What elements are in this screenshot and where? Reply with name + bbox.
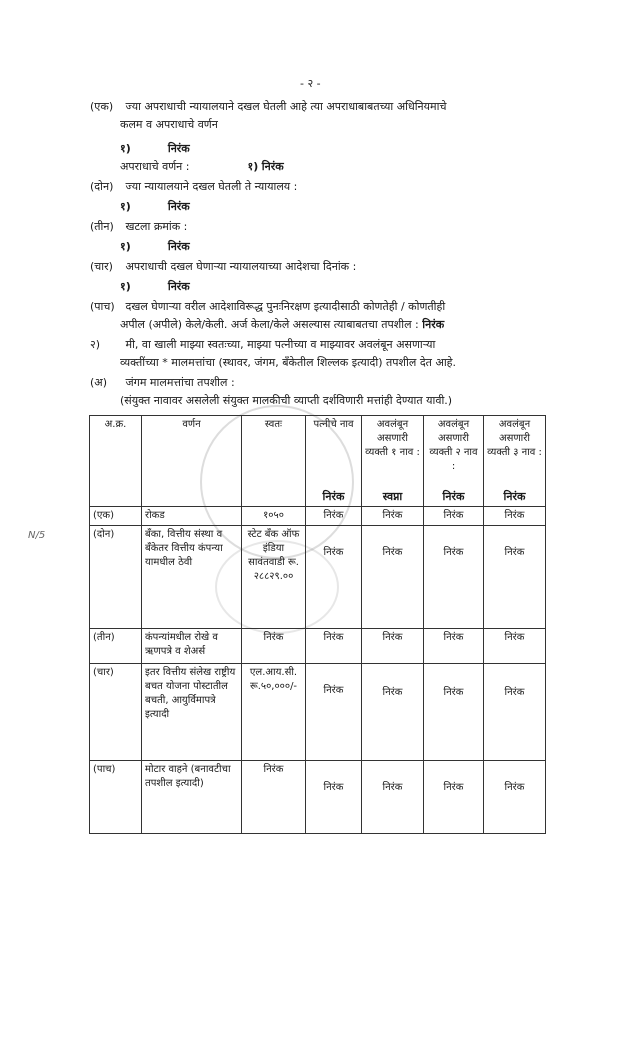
cell-wife: निरंक (306, 761, 362, 834)
header-dependent-1-value: स्वप्ना (382, 490, 403, 503)
section-teen-answer-text: निरंक (167, 240, 190, 253)
section-two (90, 336, 435, 353)
table-header-row (90, 416, 546, 507)
section-ek-description (120, 158, 284, 175)
page-number: - २ - (300, 77, 321, 90)
section-don (90, 178, 297, 195)
cell-num: (तीन) (90, 629, 142, 664)
cell-wife: निरंक (306, 526, 362, 629)
header-self (242, 416, 306, 507)
section-a-note: (संयुक्त नावावर असलेली संयुक्त मालकीची व्याप्ती दर्शविणारी मत्तांही देण्यात यावी.) (120, 394, 453, 407)
section-char-text: अपराधाची दखल घेणाऱ्या न्यायालयाच्या आदेशचा दिनांक : (125, 260, 357, 273)
section-a-label: (अ) (90, 376, 107, 389)
table-row (90, 629, 546, 664)
section-don-label: (दोन) (90, 180, 114, 193)
section-don-answer (120, 198, 190, 215)
cell-dependent-3: निरंक (484, 664, 546, 761)
section-ek-desc-answer: निरंक (261, 160, 284, 173)
cell-num: (एक) (90, 507, 142, 526)
header-description-text: वर्णन (182, 419, 201, 430)
header-wife (306, 416, 362, 507)
section-ek-desc-label: अपराधाचे वर्णन : (120, 160, 190, 173)
cell-self: स्टेट बँक ऑफ इंडिया सावंतवाडी रू. २८८२९.०० (242, 526, 306, 629)
table-row (90, 526, 546, 629)
section-pach (90, 298, 445, 315)
section-ek-answer (120, 140, 190, 157)
cell-dependent-2: निरंक (424, 664, 484, 761)
section-char-answer-text: निरंक (167, 280, 190, 293)
table-row (90, 507, 546, 526)
cell-dependent-2: निरंक (424, 507, 484, 526)
movable-assets-table (89, 415, 546, 834)
section-don-answer-text: निरंक (167, 200, 190, 213)
section-ek (90, 98, 446, 115)
section-char-label: (चार) (90, 260, 113, 273)
cell-wife: निरंक (306, 507, 362, 526)
cell-num: (पाच) (90, 761, 142, 834)
cell-dependent-3: निरंक (484, 526, 546, 629)
section-ek-answer-text: निरंक (167, 142, 190, 155)
section-teen-answer (120, 238, 190, 255)
cell-desc: बँका, वित्तीय संस्था व बँकेतर वित्तीय कंपन्या यामधील ठेवी (142, 526, 242, 629)
cell-dependent-2: निरंक (424, 761, 484, 834)
section-two-text-2: व्यक्तींच्या * मालमत्तांचा (स्थावर, जंगम, बँकेतील शिल्लक इत्यादी) तपशील देत आहे. (120, 356, 457, 369)
header-dependent-3-text: अवलंबून असणारी व्यक्ती ३ नाव : (487, 419, 542, 458)
cell-dependent-1: निरंक (362, 526, 424, 629)
section-two-label: २) (90, 338, 101, 351)
section-pach-text-2: अपील (अपीले) केले/केली. अर्ज केला/केले असल्यास त्याबाबतचा तपशील : (120, 318, 419, 331)
section-teen-answer-num: १) (120, 240, 131, 253)
section-char-answer-num: १) (120, 280, 131, 293)
header-dependent-2-value: निरंक (442, 490, 465, 503)
section-teen-text: खटला क्रमांक : (125, 220, 188, 233)
section-don-text: ज्या न्यायालयाने दखल घेतली ते न्यायालय : (125, 180, 298, 193)
cell-dependent-1: निरंक (362, 507, 424, 526)
header-dependent-2-text: अवलंबून असणारी व्यक्ती २ नाव : (429, 419, 478, 472)
section-ek-text-2: कलम व अपराधाचे वर्णन (120, 118, 218, 131)
section-pach-answer: निरंक (422, 318, 445, 331)
header-description (142, 416, 242, 507)
cell-dependent-3: निरंक (484, 507, 546, 526)
cell-desc: मोटार वाहने (बनावटीचा तपशील इत्यादी) (142, 761, 242, 834)
cell-desc: रोकड (142, 507, 242, 526)
section-ek-label: (एक) (90, 100, 114, 113)
section-pach-label: (पाच) (90, 300, 115, 313)
cell-dependent-2: निरंक (424, 629, 484, 664)
section-ek-answer-num: १) (120, 142, 131, 155)
header-dependent-1 (362, 416, 424, 507)
cell-num: (चार) (90, 664, 142, 761)
header-wife-value: निरंक (322, 490, 345, 503)
header-serial-text: अ.क्र. (104, 419, 127, 430)
header-dependent-2 (424, 416, 484, 507)
header-self-text: स्वतः (264, 419, 283, 430)
section-char-answer (120, 278, 190, 295)
cell-dependent-1: निरंक (362, 629, 424, 664)
cell-dependent-2: निरंक (424, 526, 484, 629)
cell-dependent-3: निरंक (484, 761, 546, 834)
cell-num: (दोन) (90, 526, 142, 629)
section-don-answer-num: १) (120, 200, 131, 213)
header-serial (90, 416, 142, 507)
table-row (90, 664, 546, 761)
cell-wife: निरंक (306, 629, 362, 664)
side-mark: N/5 (28, 530, 46, 541)
cell-dependent-1: निरंक (362, 761, 424, 834)
cell-desc: इतर वित्तीय संलेख राष्ट्रीय बचत योजना पोस्टातील बचती, आयुर्विमापत्रे इत्यादी (142, 664, 242, 761)
section-a (90, 374, 235, 391)
cell-self: निरंक (242, 761, 306, 834)
section-teen (90, 218, 187, 235)
cell-dependent-3: निरंक (484, 629, 546, 664)
section-two-text-1: मी, वा खाली माझ्या स्वतःच्या, माझ्या पत्नीच्या व माझ्यावर अवलंबून असणाऱ्या (125, 338, 436, 351)
cell-wife: निरंक (306, 664, 362, 761)
table-row (90, 761, 546, 834)
cell-self: १०५० (242, 507, 306, 526)
cell-self: एल.आय.सी. रू.५०,०००/- (242, 664, 306, 761)
section-ek-text-1: ज्या अपराधाची न्यायालयाने दखल घेतली आहे त्या अपराधाबाबतच्या अधिनियमाचे (125, 100, 447, 113)
section-char (90, 258, 356, 275)
header-dependent-1-text: अवलंबून असणारी व्यक्ती १ नाव : (365, 419, 420, 458)
section-ek-desc-num: १) (247, 160, 259, 173)
section-teen-label: (तीन) (90, 220, 114, 233)
cell-dependent-1: निरंक (362, 664, 424, 761)
header-dependent-3 (484, 416, 546, 507)
cell-self: निरंक (242, 629, 306, 664)
section-pach-text-1: दखल घेणाऱ्या वरील आदेशाविरूद्ध पुनःनिरक्षण इत्यादीसाठी कोणतेही / कोणतीही (125, 300, 446, 313)
header-dependent-3-value: निरंक (503, 490, 526, 503)
section-a-text: जंगम मालमत्तांचा तपशील : (125, 376, 235, 389)
cell-desc: कंपन्यांमधील रोखे व ऋणपत्रे व शेअर्स (142, 629, 242, 664)
section-pach-line-2 (120, 316, 444, 333)
header-wife-text: पत्नीचे नाव (313, 419, 354, 430)
